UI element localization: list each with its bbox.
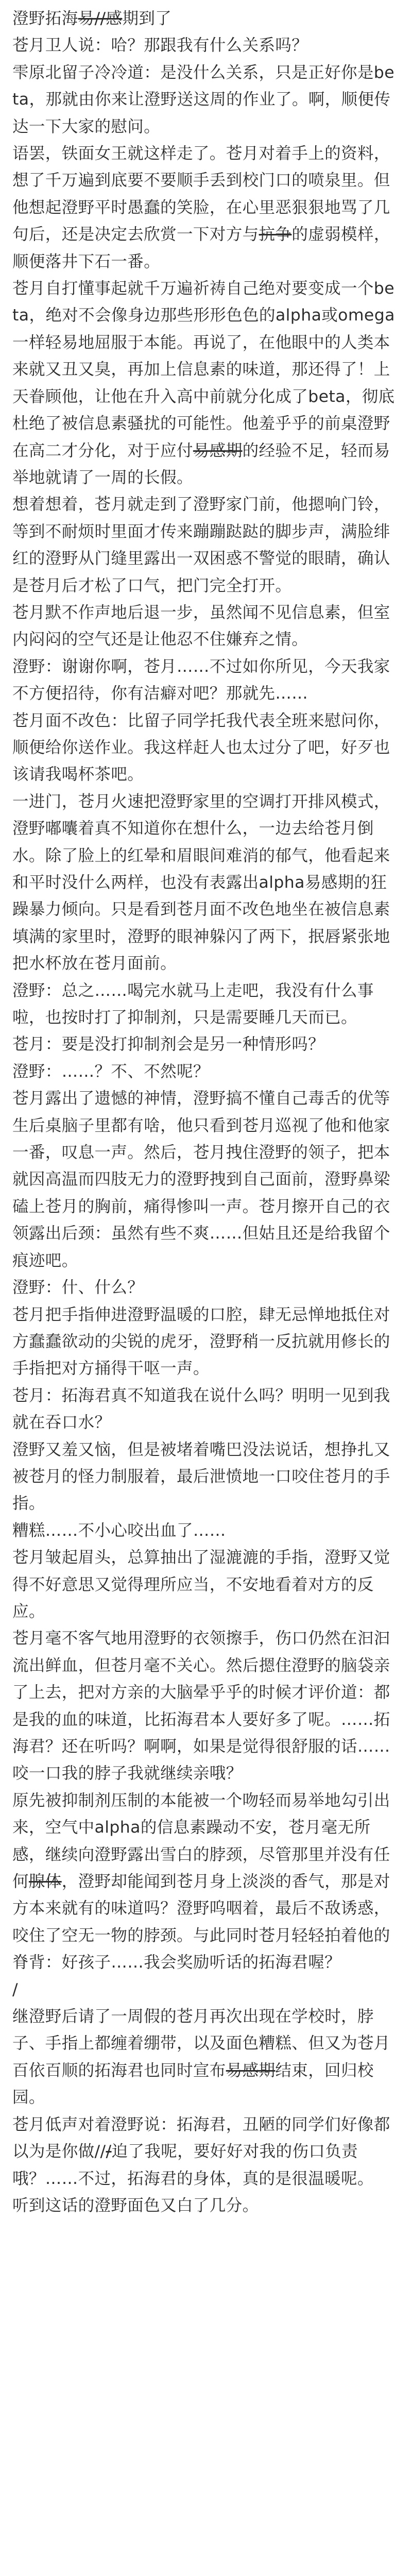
paragraph (12, 59, 397, 140)
struck-text: / (106, 2142, 112, 2161)
section-divider (12, 1976, 397, 2003)
paragraph (12, 275, 397, 491)
struck-text: 易//感 (78, 9, 123, 28)
paragraph (12, 1517, 397, 1544)
paragraph (12, 653, 397, 707)
paragraph (12, 1544, 397, 1625)
paragraph (12, 1787, 397, 1976)
paragraph-text: 的虚弱模样，顺便落井下石一番。 (12, 225, 390, 271)
paragraph-text: 雫原北留子冷冷道：是没什么关系，只是正好你是beta，那就由你来让澄野送这周的作业了。啊，顺便传达一下大家的慰问。 (12, 63, 394, 136)
paragraph-text: 苍月低声对着澄野说：拓海君，丑陋的同学们好像都以为是你做// (12, 2115, 390, 2161)
paragraph-text: 苍月皱起眉头，总算抽出了湿漉漉的手指，澄野又觉得不好意思又觉得理所应当，不安地看着对方的反应。 (12, 1548, 390, 1621)
paragraph (12, 599, 397, 653)
paragraph-text: 苍月把手指伸进澄野温暖的口腔，肆无忌惮地抵住对方蠢蠢欲动的尖锐的虎牙，澄野稍一反抗就用修长的手指把对方捅得干呕一声。 (12, 1305, 390, 1378)
paragraph-text: 糟糕……不小心咬出血了…… (12, 1521, 226, 1540)
struck-text: 易感期 (226, 2061, 276, 2080)
paragraph-text: 想着想着，苍月就走到了澄野家门前，他摁响门铃，等到不耐烦时里面才传来蹦蹦跶跶的脚步声，满脸绯红的澄野从门缝里露出一双困惑不警觉的眼睛，确认是苍月后才松了口气，把门完全打开。 (12, 495, 390, 595)
paragraph (12, 1382, 397, 1436)
paragraph (12, 2192, 397, 2219)
paragraph-text: 苍月默不作声地后退一步，虽然闻不见信息素，但室内闷闷的空气还是让他忍不住嫌弃之情。 (12, 603, 390, 649)
paragraph-text: 苍月：要是没打抑制剂会是另一种情形吗？ (12, 1035, 325, 1054)
paragraph-text: 继澄野后请了一周假的苍月再次出现在学校时，脖子、手指上都缠着绷带，以及面色糟糕、但又为苍月百依百顺的拓海君也同时宣布 (12, 2007, 390, 2080)
paragraph (12, 140, 397, 275)
paragraph-text: 苍月：拓海君真不知道我在说什么吗？明明一见到我就在吞口水？ (12, 1386, 390, 1432)
paragraph-text: 一进门，苍月火速把澄野家里的空调打开排风模式，澄野嘟囔着真不知道你在想什么，一边去给苍月倒水。除了脸上的红晕和眉眼间难消的郁气，他看起来和平时没什么两样，也没有表露出alpha易感期的狂躁暴力倾向。只是看到苍月面不改色地坐在被信息素填满的家里时，澄野的眼神躲闪了两下，抿唇紧张地把水杯放在苍月面前。 (12, 792, 390, 973)
paragraph (12, 707, 397, 788)
paragraph (12, 5, 397, 32)
paragraph-text: 迫了我呢，要好好对我的伤口负责哦？……不过，拓海君的身体，真的是很温暖呢。 (12, 2142, 374, 2188)
paragraph-text: 澄野：谢谢你啊，苍月……不过如你所见，今天我家不方便招待，你有洁癖对吧？那就先…… (12, 657, 390, 703)
paragraph (12, 1085, 397, 1274)
title-text: 期到了 (122, 9, 172, 28)
paragraph (12, 491, 397, 599)
paragraph (12, 1058, 397, 1085)
divider-text: / (12, 1980, 19, 1999)
paragraph (12, 2003, 397, 2111)
struck-text: 易感期 (193, 441, 243, 460)
paragraph (12, 1436, 397, 1517)
paragraph-text: ，澄野却能闻到苍月身上淡淡的香气，那是对方本来就有的味道吗？澄野呜咽着，最后不敌诱惑，咬住了空无一物的脖颈。与此同时苍月轻轻拍着他的脊背：好孩子……我会奖励听话的拓海君喔？ (12, 1872, 390, 1972)
paragraph (12, 32, 397, 59)
paragraph-text: 原先被抑制剂压制的本能被一个吻轻而易举地勾引出来，空气中alpha的信息素躁动不安，苍月毫无所感，继续向澄野露出雪白的脖颈，尽管那里并没有任何 (12, 1791, 390, 1891)
struck-text: 抗争 (259, 225, 292, 244)
paragraph-text: 的经验不足，轻而易举地就请了一周的长假。 (12, 441, 390, 487)
paragraph (12, 788, 397, 977)
paragraph-text: 澄野：总之……喝完水就马上走吧，我没有什么事啦，也按时打了抑制剂，只是需要睡几天而已。 (12, 981, 374, 1027)
paragraph-text: 澄野又羞又恼，但是被堵着嘴巴没法说话，想挣扎又被苍月的怪力制服着，最后泄愤地一口咬住苍月的手指。 (12, 1440, 390, 1513)
paragraph-text: 苍月露出了遗憾的神情，澄野搞不懂自己毒舌的优等生后桌脑子里都有啥，他只看到苍月巡视了他和他家一番，叹息一声。然后，苍月拽住澄野的领子，把本就因高温而四肢无力的澄野拽到自己面前，澄野鼻梁磕上苍月的胸前，痛得惨叫一声。苍月擦开自己的衣领露出后颈：虽然有些不爽……但姑且还是给我留个痕迹吧。 (12, 1089, 390, 1270)
paragraph-text: 苍月卫人说：哈？那跟我有什么关系吗？ (12, 36, 308, 55)
paragraph (12, 1625, 397, 1787)
paragraph (12, 1274, 397, 1301)
paragraph (12, 1301, 397, 1382)
paragraph-text: 澄野：什、什么？ (12, 1278, 144, 1297)
title-text: 澄野拓海 (12, 9, 78, 28)
paragraph-text: 听到这话的澄野面色又白了几分。 (12, 2196, 259, 2215)
paragraph (12, 977, 397, 1031)
paragraph-text: 结束，回归校园。 (12, 2061, 374, 2107)
paragraph-text: 苍月面不改色：比留子同学托我代表全班来慰问你，顺便给你送作业。我这样赶人也太过分了吧，好歹也该请我喝杯茶吧。 (12, 711, 390, 784)
paragraph (12, 1031, 397, 1058)
struck-text: 腺体 (28, 1872, 62, 1891)
paragraph-text: 语罢，铁面女王就这样走了。苍月对着手上的资料，想了千万遍到底要不要顺手丢到校门口的喷泉里。但他想起澄野平时愚蠢的笑脸，在心里恶狠狠地骂了几句后，还是决定去欣赏一下对方与 (12, 144, 390, 244)
paragraph-text: 苍月自打懂事起就千万遍祈祷自己绝对要变成一个beta，绝对不会像身边那些形形色色的alpha或omega一样轻易地屈服于本能。再说了，在他眼中的人类本来就又丑又臭，再加上信息素的味道，那还得了！上天眷顾他，让他在升入高中前就分化成了beta，彻底杜绝了被信息素骚扰的可能性。他羞乎乎的前桌澄野在高二才分化，对于应付 (12, 279, 395, 460)
paragraph-text: 苍月毫不客气地用澄野的衣领擦手，伤口仍然在汩汩流出鲜血，但苍月毫不关心。然后摁住澄野的脑袋亲了上去，把对方亲的大脑晕乎乎的时候才评价道：都是我的血的味道，比拓海君本人要好多了呢。……拓海君？还在听吗？啊啊，如果是觉得很舒服的话……咬一口我的脖子我就继续亲哦？ (12, 1629, 390, 1783)
paragraph-text: 澄野：……？不、不然呢？ (12, 1062, 210, 1081)
paragraph (12, 2111, 397, 2192)
